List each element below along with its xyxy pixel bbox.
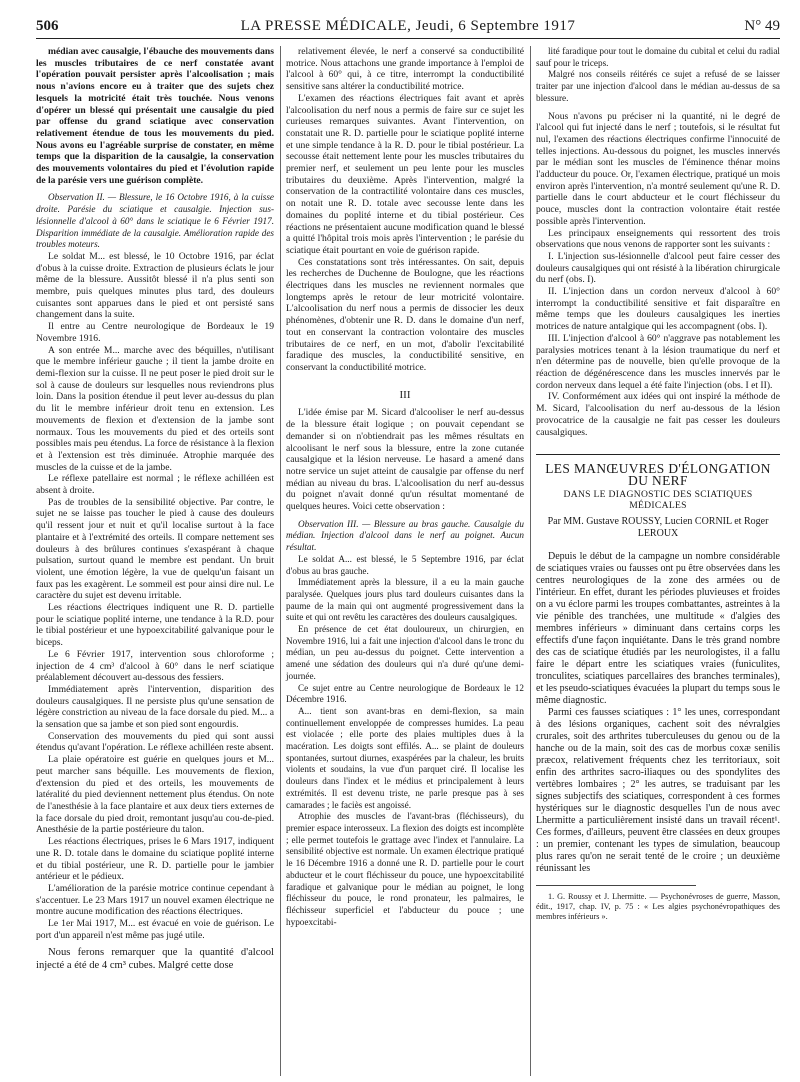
- paragraph: La plaie opératoire est guérie en quelques jours et M... peut marcher sans béquille. Les mouvements de flexion, d'extension du pied et des orteils, les mouvements de latéralité du pied deviennent nettement plus étendus. On note de l'anesthésie à la face plantaire et aux deux tiers externes de la face dorsale du pied droit, remontant jusqu'au cou-de-pied. Anesthésie de la partie postérieure du talon.: [36, 754, 274, 836]
- column-2: [286, 46, 524, 1076]
- paragraph: III. L'injection d'alcool à 60° n'aggrave pas notablement les paralysies motrices tenant à la lésion traumatique du nerf et n'en détermine pas de nouvelle, bien qu'elle provoque de la réaction de dégénérescence dans les muscles innervés par le cordon nerveux dans lequel a été faite l'injection (obs. I et II).: [536, 332, 780, 391]
- column-1: [36, 46, 274, 1076]
- column-divider: [530, 46, 531, 1076]
- article-subtitle: DANS LE DIAGNOSTIC DES SCIATIQUES MÉDICALES: [563, 488, 753, 512]
- footnote-rule: [536, 885, 696, 892]
- paragraph: Le 1er Mai 1917, M... est évacué en voie de guérison. Le port d'un appareil n'est même pas jugé utile.: [36, 918, 274, 941]
- paragraph: Malgré nos conseils réitérés ce sujet a refusé de se laisser traiter par une injection d'alcool dans le médian au-dessus de sa blessure.: [536, 69, 780, 103]
- paragraph: Ce sujet entre au Centre neurologique de Bordeaux le 12 Décembre 1916.: [286, 682, 524, 705]
- observation-heading: Observation II. — Blessure, le 16 Octobre 1916, à la cuisse droite. Parésie du sciatique et causalgie. Injection sus-lésionnelle d'alcool à 60° dans le sciatique le 6 Février 1917. Disparition immédiate de la causalgie. Amélioration rapide des troubles moteurs.: [36, 192, 274, 250]
- paragraph: Les réactions électriques indiquent une R. D. partielle pour le sciatique poplité interne, une tendance à la R.D. pour le tibial postérieur et une hypoexcitabilité galvanique pour le biceps.: [36, 602, 274, 649]
- paragraph: Parmi ces fausses sciatiques : 1° les unes, correspondant à des lésions organiques, cachent soit des névralgies crurales, soit des arthrites tuberculeuses du genou ou de la hanche ou de la main, soit des cas de morbus coxæ senilis præcox, relativement fréquents chez les territoriaux, soit enfin des arthrites sacro-iliaques ou des spondylites des vertèbres lombaires ; 2° les autres, se traduisant par les signes subjectifs des sciatiques, correspondent à ces formes hystériques sur le diagnostic desquelles l'un de nous avec Lhermitte a particulièrement insisté dans un travail récent¹. Ces formes, d'ailleurs, peuvent être classées en deux groupes : un premier, contenant les types de simulation, beaucoup plus rares qu'on ne serait tenté de le croire ; un deuxième réunissant les: [536, 707, 780, 875]
- page-number: 506: [36, 18, 59, 34]
- article-body: [536, 551, 780, 875]
- column-divider: [280, 46, 281, 1076]
- paragraph: Conservation des mouvements du pied qui sont aussi étendus qu'avant l'opération. Le réflexe achilléen reste absent.: [36, 730, 274, 754]
- paragraph: Ces constatations sont très intéressantes. On sait, depuis les recherches de Duchenne de Boulogne, que les réactions électriques dans les muscles ne reviennent normales que longtemps après le retour de leur motricité volontaire. L'alcoolisation du nerf nous a permis de dissocier les deux phénomènes, d'obtenir une R. D. dans le domaine d'un nerf, tout en conservant la contraction volontaire des muscles tributaires de ce nerf, en un mot, d'abolir l'excitabilité faradique des muscles, la conductibilité sensitive, en conservant la conductibilité motrice.: [286, 256, 524, 373]
- section-number: III: [399, 388, 411, 401]
- paragraph: Nous n'avons pu préciser ni la quantité, ni le degré de l'alcool qui fut injecté dans le nerf ; toutefois, si le résultat fut nul, l'examen des réactions électriques confirme l'innocuité de telles injections. Au-dessous du poignet, les muscles innervés par le médian sont les muscles de l'éminence thénar moins l'adducteur du pouce. Or, l'examen électrique, pratiqué un mois environ après l'intervention, n'a montré seulement qu'une R. D. partielle dans le court abducteur et le court fléchisseur du pouce, muscles dont la contraction volontaire était restée possible après l'intervention.: [536, 110, 780, 227]
- paragraph: relativement élevée, le nerf a conservé sa conductibilité motrice. Nous attachons une grande importance à l'emploi de l'alcool à 60° qui, à ce titre, interrompt la conductibilité sensitive sans altérer la conductibilité motrice.: [286, 46, 524, 93]
- issue-number: N° 49: [744, 18, 780, 34]
- paragraph: IV. Conformément aux idées qui ont inspiré la méthode de M. Sicard, l'alcoolisation du nerf au-dessous de la lésion provocatrice de la causalgie ne fait pas cesser les douleurs causalgiques.: [536, 391, 780, 438]
- paragraph: Le soldat M... est blessé, le 10 Octobre 1916, par éclat d'obus à la cuisse droite. Extraction de plusieurs éclats le jour même de la blessure. Aussitôt blessé il n'a plus senti son membre, puis quelques minutes plus tard, des douleurs cuisantes sont apparues dans le pied et ont persisté sans changement dans la suite.: [36, 250, 274, 321]
- paragraph: Depuis le début de la campagne un nombre considérable de sciatiques vraies ou fausses ont pu être observées dans les centres neurologiques de la zone des armées ou de l'intérieur. En effet, durant les périodes pluvieuses et froides on a vu éclore parmi les troupes combattantes, astreintes à la vie pénible des tranchées, une multitude « d'algies des membres inférieurs » diminuant dans certains corps les effectifs d'une façon inquiétante. Dans le très grand nombre des cas de sciatique étudiés par les neurologistes, il a fallu faire le départ entre les sciatiques vraies (funiculites, tronculites, sciatiques parcellaires des branches terminales), et les pseudo-sciatiques évacuées la plupart du temps sous le même diagnostic.: [536, 551, 780, 707]
- paragraph: Nous ferons remarquer que la quantité d'alcool injecté a été de 4 cm³ cubes. Malgré cette dose: [36, 947, 274, 971]
- paragraph: Atrophie des muscles de l'avant-bras (fléchisseurs), du premier espace interosseux. La flexion des doigts est incomplète ; elle permet toutefois le grattage avec l'index et l'annulaire. La sensibilité objective est normale. Un examen électrique pratiqué le 16 Décembre 1916 a donné une R. D. partielle pour le court abducteur et le court fléchisseur du pouce, une hypoexcitabilité faradique et galvanique pour le médian au poignet, le long fléchisseur du pouce, le rond pronateur, les palmaires, le fléchisseur superficiel et l'abducteur du pouce ; une hypoexcitabi-: [286, 811, 524, 927]
- paragraph: Les réactions électriques, prises le 6 Mars 1917, indiquent une R. D. totale dans le domaine du sciatique poplité interne et du tibial postérieur, une R. D. partielle pour le jambier antérieur et le pédieux.: [36, 836, 274, 883]
- paragraph: Immédiatement après l'intervention, disparition des douleurs causalgiques. Il ne persiste plus qu'une sensation de légère constriction au niveau de la face dorsale du pied. M... a la sensation que sa jambe et son pied sont engourdis.: [36, 683, 274, 731]
- paragraph: En présence de cet état douloureux, un chirurgien, en Novembre 1916, lui a fait une injection d'alcool dans le tronc du médian, un peu au-dessus du poignet. Cette intervention a amené une sédation des douleurs qui n'a duré qu'une demi-journée.: [286, 624, 524, 681]
- paragraph: A... tient son avant-bras en demi-flexion, sa main continuellement enveloppée de compresses humides. La peau est violacée ; elle porte des plaies multiples dues à la macération. Les doigts sont effilés. A... se plaint de douleurs spontanées, surtout diurnes, exaspérées par la chaleur, les bruits violents et soudains, la vue d'un parquet ciré. Il localise les douleurs dans l'index et le médius et principalement à leurs extrémités. Il est devenu triste, ne parle presque pas à ses camarades ; le faciès est angoissé.: [286, 705, 524, 810]
- paragraph: II. L'injection dans un cordon nerveux d'alcool à 60° interrompt la conductibilité sensitive et fait disparaître en même temps que les douleurs causalgiques les inerties motrices de nature antalgique qui les accompagnent (obs. I).: [536, 286, 780, 333]
- paragraph: Pas de troubles de la sensibilité objective. Par contre, le sujet ne se laisse pas toucher le pied à cause des douleurs qu'il ressent jour et nuit et qu'il localise surtout à la face plantaire et à l'extrémité des orteils. Il compare nettement ses douleurs à des brûlures continues s'exaspérant à chaque pulsation, surtout quand le membre est pendant. Un bruit violent, une émotion légère, la vue de quelqu'un faisant un faux pas les exagèrent. Le sommeil est pour ainsi dire nul. Le caractère du sujet est devenu irritable.: [36, 496, 274, 602]
- paragraph: Le réflexe patellaire est normal ; le réflexe achilléen est absent à droite.: [36, 473, 274, 497]
- paragraph: médian avec causalgie, l'ébauche des mouvements dans les muscles tributaires de ce nerf constatée avant l'opération pouvait persister après l'alcoolisation ; mais nous n'avions encore eu à traiter que des sujets chez lesquels la motricité était très touchée. Nous venons d'opérer un blessé qui présentait une causalgie du pied par offense du grand sciatique avec conservation relativement étendue de tous les mouvements du pied. Nous avons eu l'agréable surprise de constater, en même temps que la disparition de la causalgie, la conservation des mouvements volontaires du pied et l'évolution rapide de la parésie vers une guérison complète.: [36, 46, 274, 186]
- article-authors: Par MM. Gustave ROUSSY, Lucien CORNIL et Roger LEROUX: [547, 516, 769, 539]
- paragraph: lité faradique pour tout le domaine du cubital et celui du radial sauf pour le triceps.: [536, 46, 780, 68]
- paragraph: A son entrée M... marche avec des béquilles, n'utilisant que le membre inférieur gauche ; il tient la jambe droite en demi-flexion sur la cuisse. Il ne peut poser le pied droit sur le sol à cause de douleurs sur lesquelles nous reviendrons plus loin. Dans la position étendue il peut lever au-dessus du plan du lit le membre inférieur droit tenu en extension. Les mouvements de flexion et d'extension de la jambe sont normaux. Tous les mouvements du pied et des orteils sont possibles mais peu étendus. La force de résistance à la flexion et à l'extension est très diminuée. Atrophie marquée des muscles de la cuisse et de la jambe.: [36, 344, 274, 473]
- paragraph: I. L'injection sus-lésionnelle d'alcool peut faire cesser des douleurs causalgiques qui ont résisté à la libération chirurgicale du nerf (obs. I).: [536, 250, 780, 286]
- footnote: 1. G. Roussy et J. Lhermitte. — Psychonévroses de guerre, Masson, édit., 1917, chap. IV, p. 75 : « Les algies psychonévropathiques des membres inférieurs ».: [536, 892, 780, 922]
- journal-title: LA PRESSE MÉDICALE, Jeudi, 6 Septembre 1917: [240, 18, 576, 34]
- paragraph: Les principaux enseignements qui ressortent des trois observations que nous venons de rapporter sont les suivants :: [536, 227, 780, 251]
- paragraph: L'amélioration de la parésie motrice continue cependant à s'accentuer. Le 23 Mars 1917 un nouvel examen électrique ne montre aucune modification des réactions électriques.: [36, 882, 274, 918]
- paragraph: Il entre au Centre neurologique de Bordeaux le 19 Novembre 1916.: [36, 321, 274, 344]
- paragraph: Immédiatement après la blessure, il a eu la main gauche paralysée. Quelques jours plus tard douleurs cuisantes dans la paume de la main qui ont augmenté progressivement dans la suite et qui ont revêtu les caractères des douleurs causalgiques.: [286, 577, 524, 623]
- paragraph: Le soldat A... est blessé, le 5 Septembre 1916, par éclat d'obus au bras gauche.: [286, 553, 524, 576]
- paragraph: L'examen des réactions électriques fait avant et après l'alcoolisation du nerf nous a permis de faire sur ce sujet les curieuses remarques suivantes. Avant l'intervention, on constatait une R. D. partielle pour le sciatique poplité interne et une simple tendance à la R. D. pour le tibial postérieur. La secousse était nettement lente pour les muscles tributaires du premier nerf, et seulement un peu lente pour les muscles tributaires du deuxième. Après l'intervention, malgré la conservation de la contractilité volontaire dans ces muscles, on notait une R. D. totale avec secousse lente dans les domaines du poplité interne et du tibial postérieur. Ces réactions ne présentaient aucune modification quand le blessé a quitté l'hôpital trois mois après l'intervention ; le parésie du sciatique était pourtant en voie de guérison rapide.: [286, 92, 524, 256]
- page-header: [36, 16, 780, 39]
- column-3: [536, 46, 780, 1076]
- paragraph: L'idée émise par M. Sicard d'alcooliser le nerf au-dessus de la blessure était logique ; on pouvait cependant se demander si on n'obtiendrait pas les mêmes résultats en alcoolisant le nerf sous la blessure, entre la zone cutanée causalgique et la lésion nerveuse. Le hasard a amené dans notre service un sujet atteint de causalgie par offense du nerf médian au niveau du bras. L'alcoolisation du nerf au-dessus du poignet n'avait donné qu'un résultat momentané de quelques heures. Voici cette observation :: [286, 407, 524, 513]
- paragraph: Le 6 Février 1917, intervention sous chloroforme ; injection de 4 cm³ d'alcool à 60° dans le nerf sciatique préalablement découvert au-dessous des fessiers.: [36, 648, 274, 684]
- observation-heading: Observation III. — Blessure au bras gauche. Causalgie du médian. Injection d'alcool dans le nerf au poignet. Aucun résultat.: [286, 518, 524, 553]
- article-title: LES MANŒUVRES D'ÉLONGATION DU NERF: [536, 454, 780, 486]
